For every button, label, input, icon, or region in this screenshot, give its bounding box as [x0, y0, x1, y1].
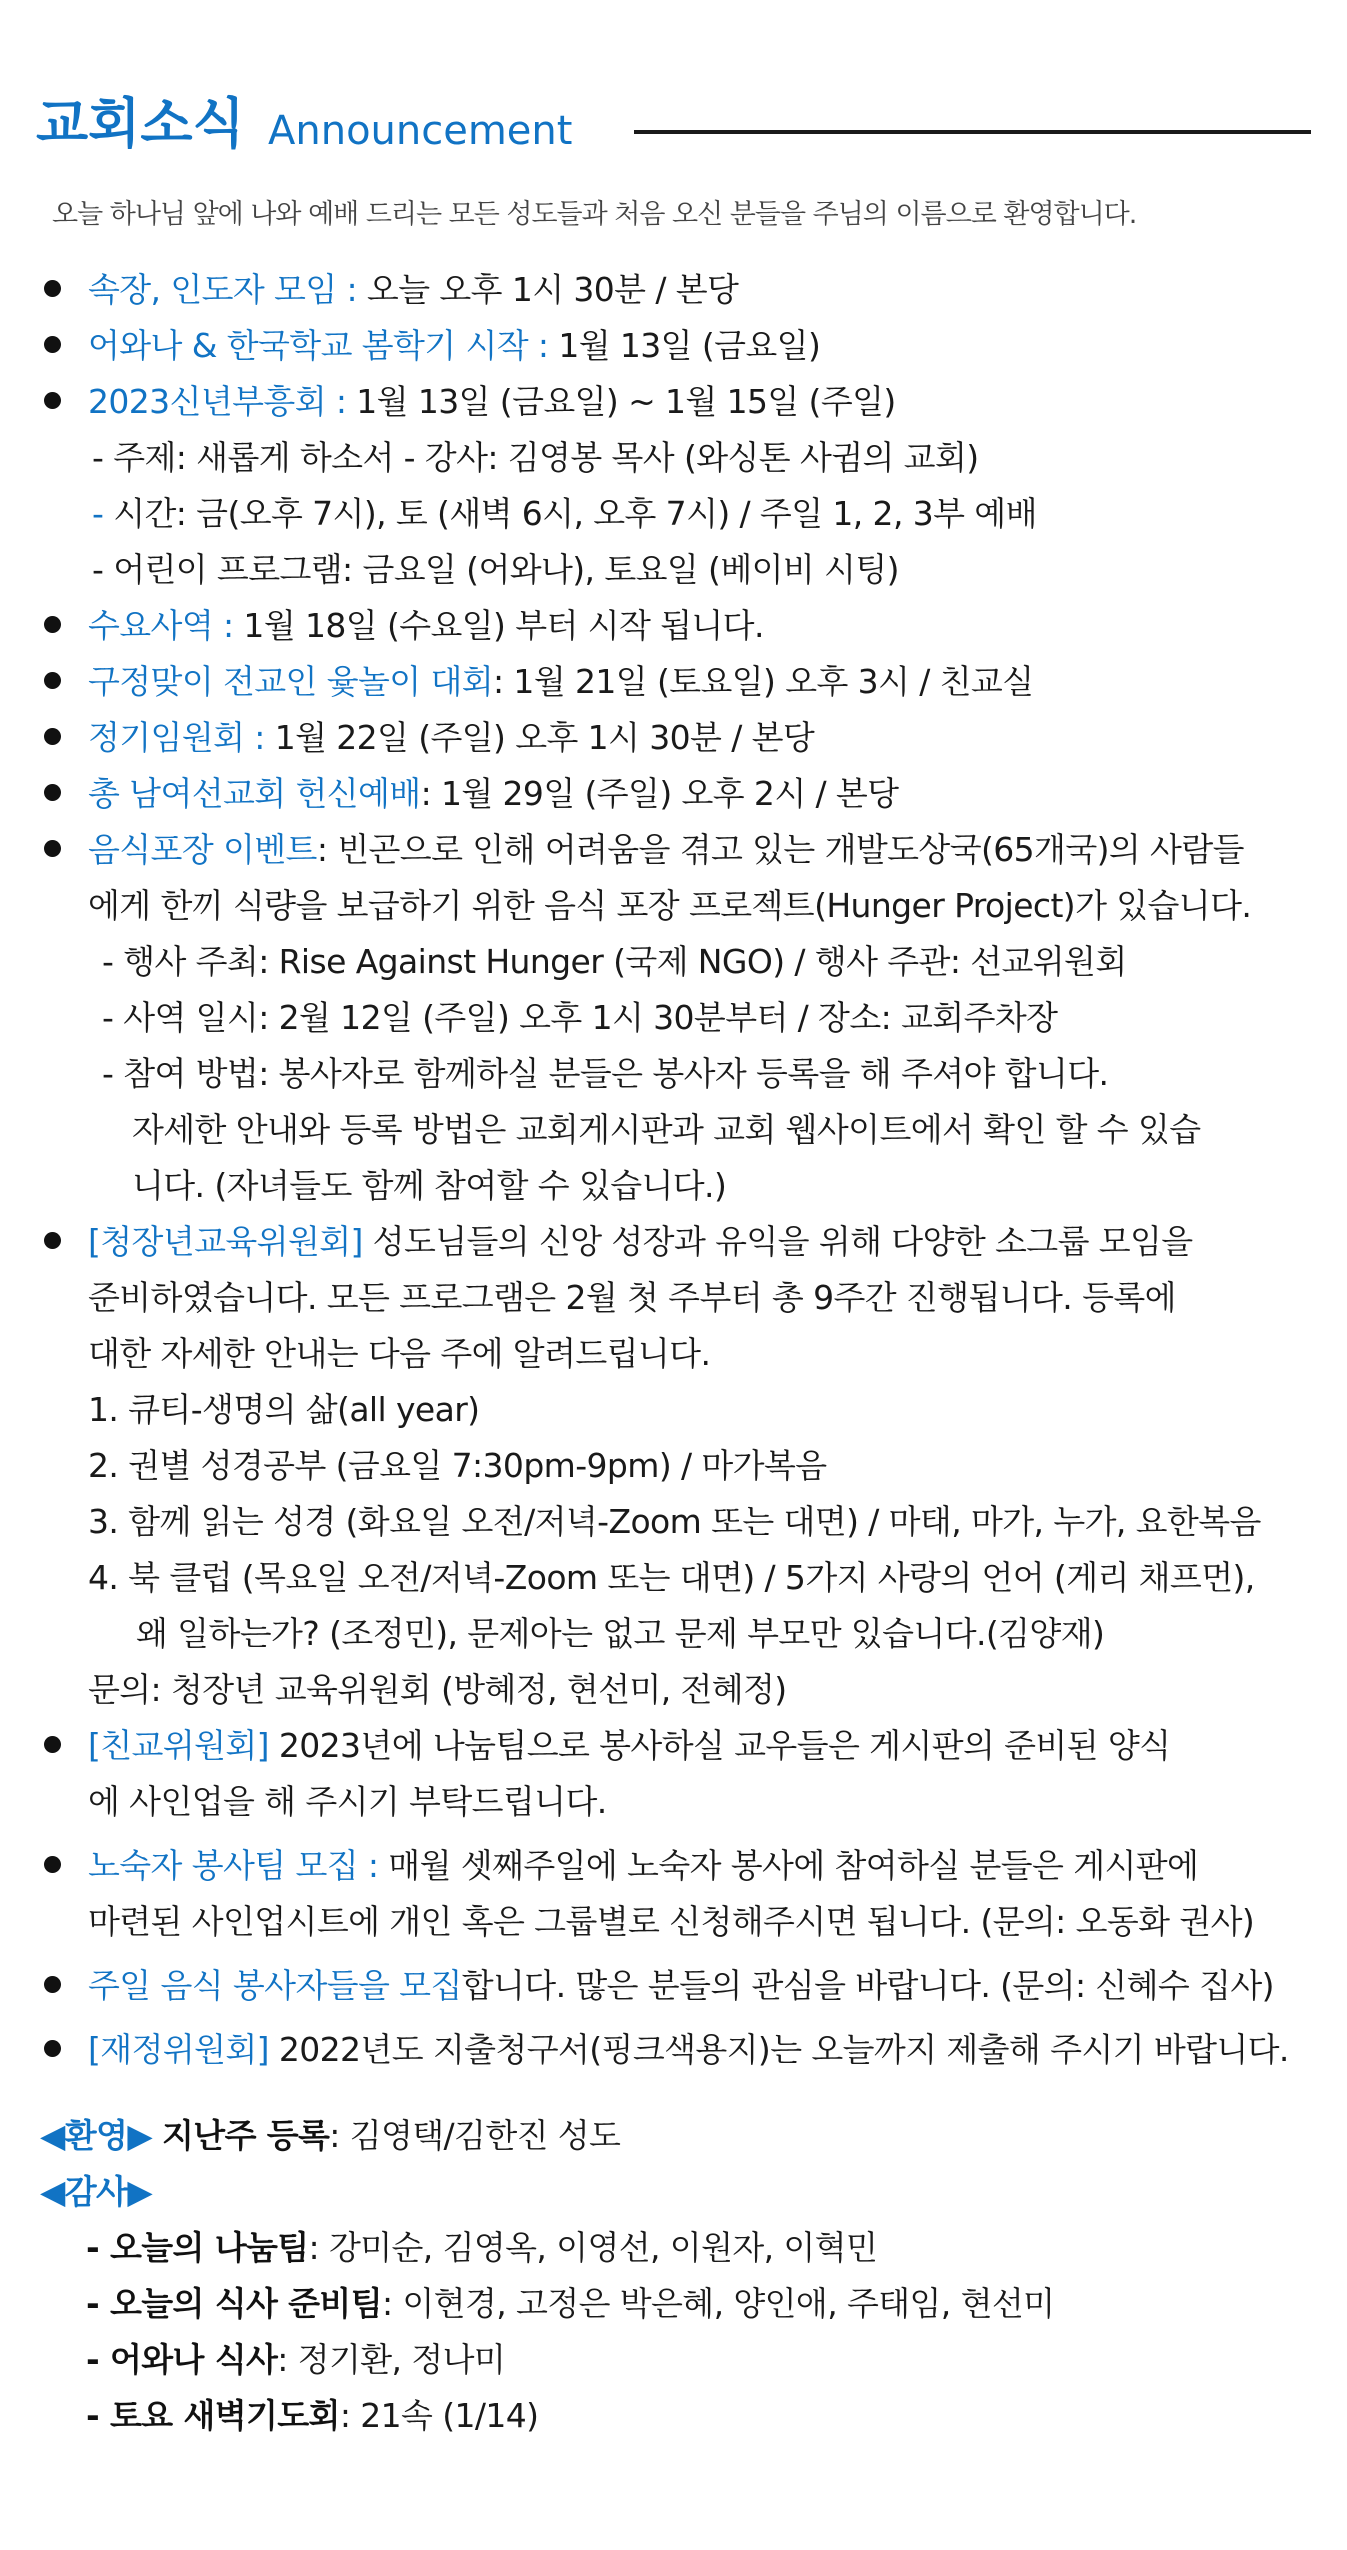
- item-detail: 자세한 안내와 등록 방법은 교회게시판과 교회 웹사이트에서 확인 할 수 있습: [132, 1110, 1201, 1149]
- list-item: [86, 2220, 1315, 2276]
- bullet-icon: [44, 728, 61, 745]
- thanks-text: : 강미순, 김영옥, 이영선, 이원자, 이혁민: [308, 2228, 878, 2267]
- list-item: [86, 2388, 1315, 2444]
- item-detail: - 사역 일시: 2월 12일 (주일) 오후 1시 30분부터 / 장소: 교회주차장: [102, 998, 1058, 1037]
- contact-info: 문의: 청장년 교육위원회 (방혜정, 현선미, 전혜정): [88, 1670, 787, 1709]
- welcome-text: : 김영택/김한진 성도: [329, 2116, 621, 2155]
- thanks-heading: - 어와나 식사: [86, 2340, 278, 2379]
- item-detail: 니다. (자녀들도 함께 참여할 수 있습니다.): [132, 1166, 727, 1205]
- intro-text: 오늘 하나님 앞에 나와 예배 드리는 모든 성도들과 처음 오신 분들을 주님의 이름으로 환영합니다.: [52, 199, 1137, 230]
- item-label: 수요사역 :: [88, 606, 234, 645]
- item-detail: - 어린이 프로그램: 금요일 (어와나), 토요일 (베이비 시팅): [92, 550, 899, 589]
- list-item: [40, 710, 1315, 766]
- welcome-label: ◀환영▶: [40, 2116, 153, 2155]
- item-text: 오늘 오후 1시 30분 / 본당: [357, 270, 739, 309]
- list-item: [40, 598, 1315, 654]
- list-item: [40, 1838, 1315, 1950]
- bullet-icon: [44, 1232, 61, 1249]
- item-text: 1월 22일 (주일) 오후 1시 30분 / 본당: [264, 718, 815, 757]
- item-text: 성도님들의 신앙 성장과 유익을 위해 다양한 소그룹 모임을: [362, 1222, 1193, 1261]
- program-item: 2. 권별 성경공부 (금요일 7:30pm-9pm) / 마가복음: [88, 1446, 827, 1485]
- bullet-icon: [44, 616, 61, 633]
- list-item: [40, 766, 1315, 822]
- item-text: 매월 셋째주일에 노숙자 봉사에 참여하실 분들은 게시판에: [378, 1846, 1199, 1885]
- item-label: 정기임원회 :: [88, 718, 265, 757]
- bullet-icon: [44, 280, 61, 297]
- item-label: [재정위원회]: [88, 2030, 269, 2069]
- item-label: 주일 음식 봉사자들을 모집: [88, 1966, 462, 2005]
- thanks-section: [40, 2164, 1315, 2444]
- item-text: 에게 한끼 식량을 보급하기 위한 음식 포장 프로젝트(Hunger Project)가 있습니다.: [88, 886, 1252, 925]
- item-text: : 1월 21일 (토요일) 오후 3시 / 친교실: [493, 662, 1034, 701]
- list-item: [40, 374, 1315, 598]
- list-item: [40, 1958, 1315, 2014]
- thanks-text: : 이현경, 고정은 박은혜, 양인애, 주태임, 현선미: [382, 2284, 1055, 2323]
- item-label: 음식포장 이벤트: [88, 830, 317, 869]
- item-detail: - 주제: 새롭게 하소서 - 강사: 김영봉 목사 (와싱톤 사귐의 교회): [92, 438, 979, 477]
- item-label: 2023신년부흥회 :: [88, 382, 347, 421]
- program-item: 4. 북 클럽 (목요일 오전/저녁-Zoom 또는 대면) / 5가지 사랑의 언어 (게리 채프먼),: [88, 1558, 1255, 1597]
- list-item: [40, 318, 1315, 374]
- item-text: 대한 자세한 안내는 다음 주에 알려드립니다.: [88, 1334, 711, 1373]
- list-item: [40, 1214, 1315, 1718]
- thanks-heading: - 토요 새벽기도회: [86, 2396, 340, 2435]
- item-text: : 빈곤으로 인해 어려움을 겪고 있는 개발도상국(65개국)의 사람들: [316, 830, 1244, 869]
- item-label: [청장년교육위원회]: [88, 1222, 363, 1261]
- item-text: : 1월 29일 (주일) 오후 2시 / 본당: [420, 774, 899, 813]
- announcement-list: [40, 262, 1315, 2444]
- item-text: 1월 13일 (금요일): [548, 326, 821, 365]
- thanks-text: : 21속 (1/14): [339, 2396, 539, 2435]
- thanks-list: [40, 2220, 1315, 2444]
- list-item: [40, 262, 1315, 318]
- bullet-icon: [44, 392, 61, 409]
- thanks-label: ◀감사▶: [40, 2172, 153, 2211]
- thanks-text: : 정기환, 정나미: [277, 2340, 506, 2379]
- thanks-heading: - 오늘의 식사 준비팀: [86, 2284, 382, 2323]
- bullet-icon: [44, 336, 61, 353]
- list-item: [86, 2276, 1315, 2332]
- item-text: 2023년에 나눔팀으로 봉사하실 교우들은 게시판의 준비된 양식: [268, 1726, 1171, 1765]
- item-detail: [88, 486, 1315, 542]
- item-text: 마련된 사인업시트에 개인 혹은 그룹별로 신청해주시면 됩니다. (문의: 오동화 권사): [88, 1902, 1255, 1941]
- page-title: 교회소식: [36, 92, 245, 155]
- item-label: 어와나 & 한국학교 봄학기 시작 :: [88, 326, 549, 365]
- header: [36, 92, 1311, 162]
- list-item: [86, 2332, 1315, 2388]
- item-label: 구정맞이 전교인 윷놀이 대회: [88, 662, 494, 701]
- bullet-icon: [44, 1736, 61, 1753]
- list-item: [40, 1718, 1315, 1830]
- list-item: [40, 822, 1315, 1214]
- bullet-icon: [44, 672, 61, 689]
- welcome-heading: 지난주 등록: [162, 2116, 330, 2155]
- bullet-icon: [44, 1976, 61, 1993]
- item-text: 준비하였습니다. 모든 프로그램은 2월 첫 주부터 총 9주간 진행됩니다. 등록에: [88, 1278, 1176, 1317]
- welcome-section: [40, 2108, 1315, 2164]
- detail-dash: -: [92, 494, 114, 533]
- detail-text: 시간: 금(오후 7시), 토 (새벽 6시, 오후 7시) / 주일 1, 2, 3부 예배: [113, 494, 1037, 533]
- bullet-icon: [44, 2040, 61, 2057]
- item-text: 2022년도 지출청구서(핑크색용지)는 오늘까지 제출해 주시기 바랍니다.: [268, 2030, 1289, 2069]
- title-divider: [634, 130, 1311, 134]
- item-text: 1월 13일 (금요일) ~ 1월 15일 (주일): [346, 382, 896, 421]
- list-item: [40, 2022, 1315, 2078]
- list-item: [40, 654, 1315, 710]
- program-item: 왜 일하는가? (조정민), 문제아는 없고 문제 부모만 있습니다.(김양재): [136, 1614, 1105, 1653]
- item-label: 노숙자 봉사팀 모집 :: [88, 1846, 379, 1885]
- bullet-icon: [44, 840, 61, 857]
- item-detail: - 행사 주최: Rise Against Hunger (국제 NGO) / 행사 주관: 선교위원회: [102, 942, 1127, 981]
- item-text: 합니다. 많은 분들의 관심을 바랍니다. (문의: 신혜수 집사): [461, 1966, 1274, 2005]
- bullet-icon: [44, 1856, 61, 1873]
- item-label: [친교위원회]: [88, 1726, 269, 1765]
- item-label: 총 남여선교회 헌신예배: [88, 774, 421, 813]
- item-detail: - 참여 방법: 봉사자로 함께하실 분들은 봉사자 등록을 해 주셔야 합니다.: [102, 1054, 1109, 1093]
- program-item: 1. 큐티-생명의 삶(all year): [88, 1390, 480, 1429]
- item-text: 1월 18일 (수요일) 부터 시작 됩니다.: [233, 606, 764, 645]
- program-item: 3. 함께 읽는 성경 (화요일 오전/저녁-Zoom 또는 대면) / 마태, 마가, 누가, 요한복음: [88, 1502, 1261, 1541]
- thanks-heading: - 오늘의 나눔팀: [86, 2228, 309, 2267]
- page-subtitle: Announcement: [268, 108, 573, 154]
- item-label: 속장, 인도자 모임 :: [88, 270, 358, 309]
- bullet-icon: [44, 784, 61, 801]
- item-text: 에 사인업을 해 주시기 부탁드립니다.: [88, 1782, 607, 1821]
